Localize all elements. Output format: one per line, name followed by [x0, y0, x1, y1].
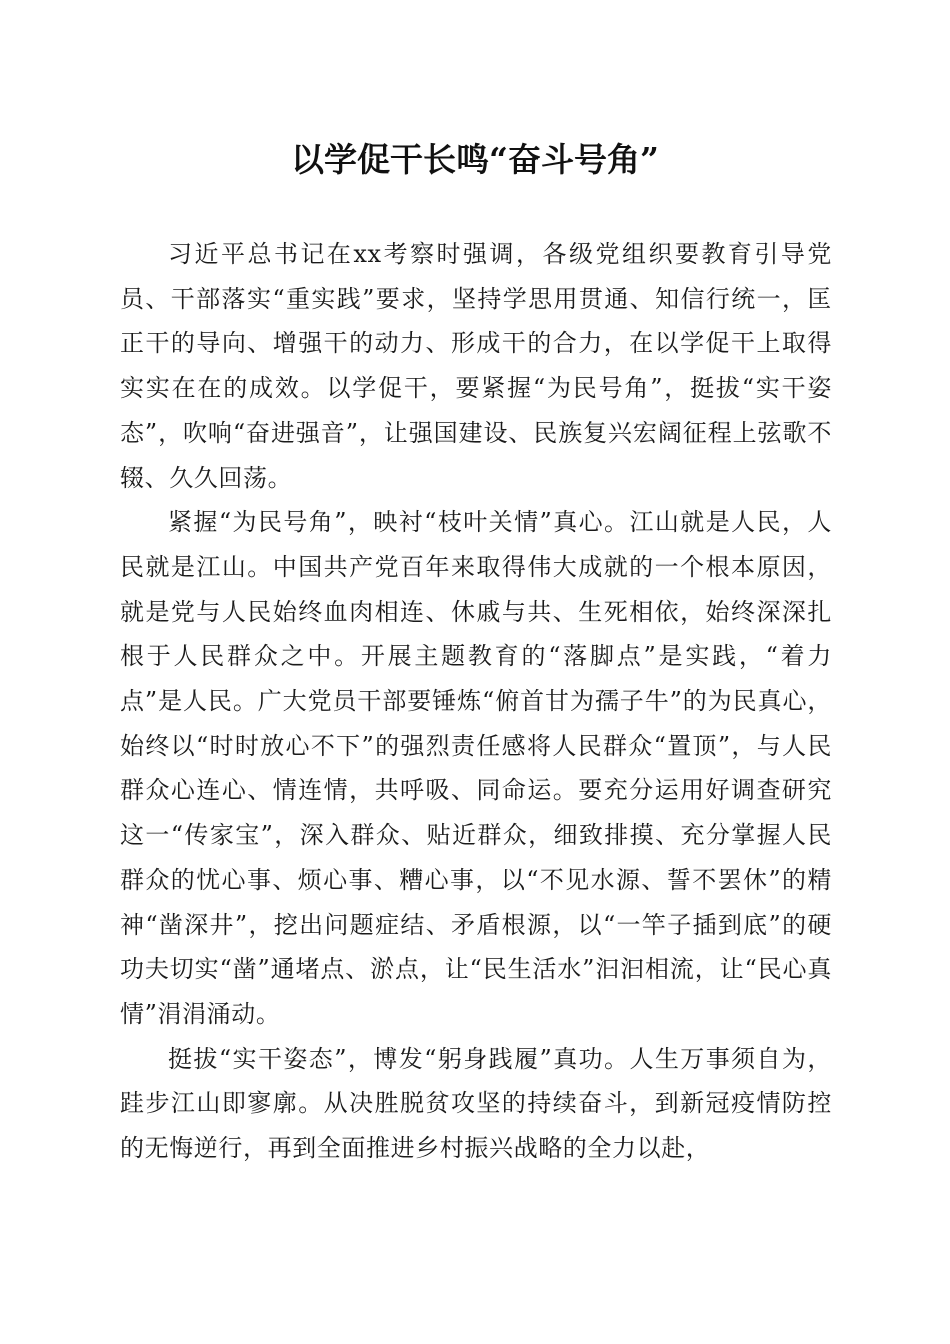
document-body: [120, 232, 832, 1171]
paragraph-people: 紧握“为民号角”，映衬“枝叶关情”真心。江山就是人民，人民就是江山。中国共产党百年来取得伟大成就的一个根本原因，就是党与人民始终血肉相连、休戚与共、生死相依，始终深深扎根于人民群众之中。开展主题教育的“落脚点”是实践，“着力点”是人民。广大党员干部要锤炼“俯首甘为孺子牛”的为民真心，始终以“时时放心不下”的强烈责任感将人民群众“置顶”，与人民群众心连心、情连情，共呼吸、同命运。要充分运用好调查研究这一“传家宝”，深入群众、贴近群众，细致排摸、充分掌握人民群众的忧心事、烦心事、糟心事，以“不见水源、誓不罢休”的精神“凿深井”，挖出问题症结、矛盾根源，以“一竿子插到底”的硬功夫切实“凿”通堵点、淤点，让“民生活水”汩汩相流，让“民心真情”涓涓涌动。: [120, 508, 832, 1028]
document-title: 以学促干长鸣“奋斗号角”: [291, 140, 659, 179]
paragraph-intro: 习近平总书记在xx考察时强调，各级党组织要教育引导党员、干部落实“重实践”要求，坚持学思用贯通、知信行统一，匡正干的导向、增强干的动力、形成干的合力，在以学促干上取得实实在在的成效。以学促干，要紧握“为民号角”，挺拔“实干姿态”，吹响“奋进强音”，让强国建设、民族复兴宏阔征程上弦歌不辍、久久回荡。: [120, 240, 832, 492]
paragraph-action: 挺拔“实干姿态”，博发“躬身践履”真功。人生万事须自为，跬步江山即寥廓。从决胜脱贫攻坚的持续奋斗，到新冠疫情防控的无悔逆行，再到全面推进乡村振兴战略的全力以赴，: [120, 1044, 832, 1163]
